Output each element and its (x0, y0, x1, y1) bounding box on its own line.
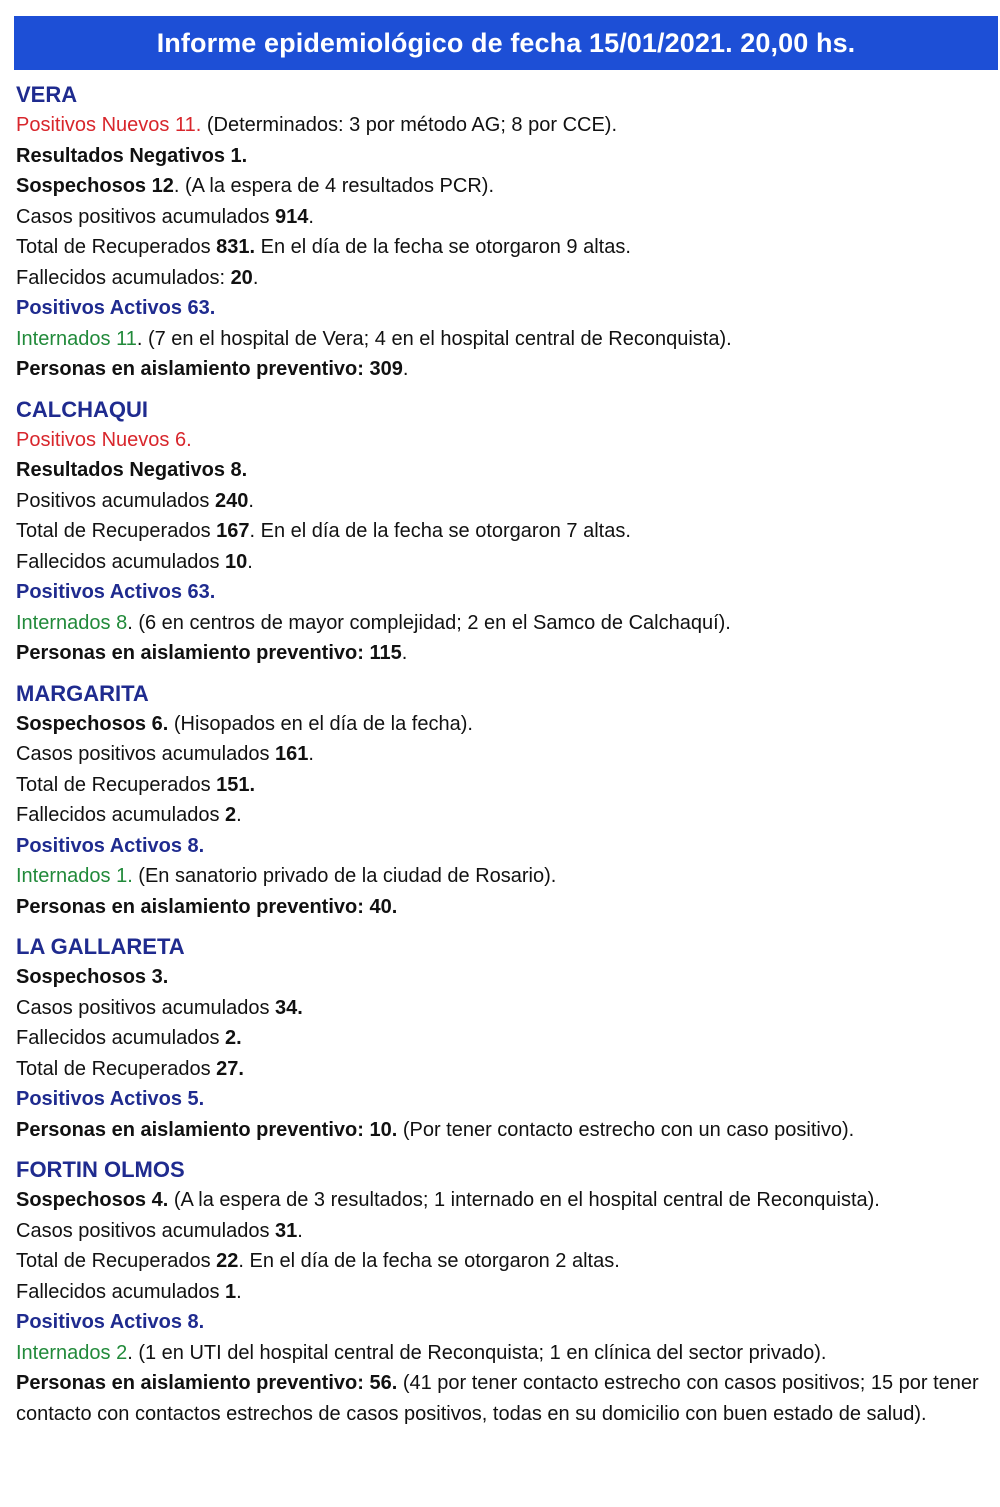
section-heading: VERA (16, 82, 78, 107)
activos-line (16, 831, 992, 862)
fallecidos-label: Fallecidos acumulados (16, 1027, 225, 1049)
aislamiento-label: Personas en aislamiento preventivo: 10. (16, 1118, 398, 1141)
internados-line (16, 861, 992, 892)
activos-label: Positivos Activos 63. (16, 297, 216, 319)
fallecidos-value: 10 (225, 550, 248, 573)
positivos-nuevos-label: Positivos Nuevos 11. (16, 114, 202, 136)
internados-line (16, 608, 992, 639)
sospechosos-detail: . (A la espera de 4 resultados PCR). (173, 175, 494, 197)
recuperados-line (16, 1246, 992, 1277)
section-margarita (16, 679, 992, 923)
negativos-line (16, 455, 992, 486)
report-title-banner (14, 16, 998, 70)
internados-line (16, 1338, 992, 1369)
aislamiento-line (16, 354, 992, 385)
sospechosos-line (16, 962, 992, 993)
internados-detail: (En sanatorio privado de la ciudad de Rosario). (132, 865, 557, 887)
sospechosos-label: Sospechosos 3. (16, 966, 169, 988)
internados-label: Internados 11 (16, 327, 137, 350)
recuperados-label: Total de Recuperados (16, 773, 217, 796)
fallecidos-tail: . (236, 804, 242, 826)
recuperados-value: 22 (216, 1250, 239, 1272)
recuperados-value: 27. (216, 1057, 244, 1080)
fallecidos-line (16, 263, 992, 294)
internados-line (16, 324, 992, 355)
recuperados-line (16, 516, 992, 547)
recuperados-value: 167 (216, 520, 250, 542)
acumulados-line (16, 486, 992, 517)
fallecidos-value: 2 (225, 804, 237, 826)
acumulados-tail: . (297, 1219, 303, 1242)
acumulados-value: 161 (275, 743, 309, 765)
fallecidos-tail: . (252, 266, 259, 289)
acumulados-label: Casos positivos acumulados (16, 1219, 276, 1242)
activos-line (16, 293, 992, 324)
internados-detail: . (1 en UTI del hospital central de Reconquista; 1 en clínica del sector privado). (127, 1341, 827, 1364)
acumulados-value: 31 (275, 1219, 298, 1242)
recuperados-label: Total de Recuperados (16, 236, 217, 258)
section-fortin-olmos (16, 1155, 992, 1429)
fallecidos-value: 20 (230, 266, 253, 289)
section-heading: LA GALLARETA (16, 934, 185, 959)
aislamiento-line (16, 1368, 992, 1429)
internados-detail: . (7 en el hospital de Vera; 4 en el hospital central de Reconquista). (136, 327, 732, 350)
activos-label: Positivos Activos 5. (16, 1088, 205, 1110)
fallecidos-tail: . (247, 550, 253, 573)
section-heading: CALCHAQUI (16, 396, 148, 422)
negativos-line (16, 141, 992, 172)
recuperados-value: 151. (216, 773, 256, 796)
activos-label: Positivos Activos 8. (16, 834, 205, 857)
acumulados-line (16, 993, 992, 1024)
sospechosos-line (16, 709, 992, 740)
report-title: Informe epidemiológico de fecha 15/01/2021. 20,00 hs. (156, 27, 856, 58)
fallecidos-tail: . (236, 1280, 242, 1303)
activos-label: Positivos Activos 63. (16, 581, 216, 603)
recuperados-detail: En el día de la fecha se otorgaron 9 altas. (255, 236, 631, 258)
internados-label: Internados 2 (16, 1341, 128, 1364)
fallecidos-label: Fallecidos acumulados (16, 550, 225, 573)
fallecidos-label: Fallecidos acumulados (16, 1280, 225, 1303)
acumulados-value: 914 (275, 205, 309, 228)
aislamiento-line (16, 638, 992, 669)
sospechosos-line (16, 171, 992, 202)
aislamiento-tail: . (402, 358, 409, 380)
aislamiento-label: Personas en aislamiento preventivo: 309 (16, 358, 403, 380)
acumulados-tail: . (308, 205, 314, 228)
internados-detail: . (6 en centros de mayor complejidad; 2 en el Samco de Calchaquí). (127, 611, 731, 634)
recuperados-line (16, 232, 992, 263)
recuperados-line (16, 1054, 992, 1085)
positivos-nuevos-label: Positivos Nuevos 6. (16, 428, 192, 451)
acumulados-line (16, 202, 992, 233)
positivos-nuevos-detail: (Determinados: 3 por método AG; 8 por CCE). (201, 114, 618, 136)
activos-line (16, 1307, 992, 1338)
fallecidos-line (16, 547, 992, 578)
fallecidos-value: 2. (225, 1027, 242, 1049)
positivos-nuevos-line (16, 425, 992, 456)
acumulados-value: 240 (214, 489, 249, 512)
aislamiento-detail: (Por tener contacto estrecho con un caso positivo). (397, 1118, 855, 1141)
section-heading: FORTIN OLMOS (16, 1157, 185, 1182)
section-heading: MARGARITA (16, 680, 149, 706)
acumulados-line (16, 739, 992, 770)
fallecidos-line (16, 1023, 992, 1054)
aislamiento-line (16, 1115, 992, 1146)
fallecidos-line (16, 800, 992, 831)
sospechosos-detail: (Hisopados en el día de la fecha). (168, 712, 473, 735)
acumulados-label: Casos positivos acumulados (16, 743, 276, 765)
negativos-label: Resultados Negativos 8. (16, 459, 248, 481)
aislamiento-label: Personas en aislamiento preventivo: 115 (16, 642, 402, 664)
activos-line (16, 577, 992, 608)
fallecidos-label: Fallecidos acumulados: (16, 266, 231, 289)
activos-label: Positivos Activos 8. (16, 1311, 205, 1333)
acumulados-label: Casos positivos acumulados (16, 205, 276, 228)
acumulados-label: Casos positivos acumulados (16, 996, 276, 1019)
sospechosos-label: Sospechosos 6. (16, 712, 169, 735)
aislamiento-detail: (41 por tener contacto estrecho con casos positivos; 15 por tener contacto con contactos estrechos de casos positivos, todas en su domicilio con buen estado de salud). (16, 1372, 979, 1425)
section-vera (16, 80, 992, 385)
report-body (16, 80, 992, 1429)
negativos-label: Resultados Negativos 1. (16, 144, 248, 167)
recuperados-line (16, 770, 992, 801)
fallecidos-label: Fallecidos acumulados (16, 804, 225, 826)
aislamiento-tail: . (401, 642, 408, 664)
recuperados-value: 831. (216, 236, 256, 258)
fallecidos-line (16, 1277, 992, 1308)
sospechosos-detail: (A la espera de 3 resultados; 1 internado en el hospital central de Reconquista). (168, 1189, 880, 1211)
acumulados-label: Positivos acumulados (16, 489, 215, 512)
sospechosos-line (16, 1185, 992, 1216)
positivos-nuevos-line (16, 110, 992, 141)
acumulados-tail: . (308, 743, 314, 765)
fallecidos-value: 1 (225, 1280, 237, 1303)
sospechosos-label: Sospechosos 12 (16, 175, 174, 197)
acumulados-line (16, 1216, 992, 1247)
aislamiento-label: Personas en aislamiento preventivo: 40. (16, 895, 398, 918)
recuperados-label: Total de Recuperados (16, 1057, 217, 1080)
internados-label: Internados 8 (16, 611, 128, 634)
acumulados-value: 34. (275, 996, 303, 1019)
recuperados-label: Total de Recuperados (16, 520, 217, 542)
activos-line (16, 1084, 992, 1115)
recuperados-detail: . En el día de la fecha se otorgaron 2 altas. (238, 1250, 620, 1272)
internados-label: Internados 1. (16, 865, 133, 887)
section-calchaqui (16, 395, 992, 669)
sospechosos-label: Sospechosos 4. (16, 1189, 169, 1211)
aislamiento-line (16, 892, 992, 923)
recuperados-label: Total de Recuperados (16, 1250, 217, 1272)
acumulados-tail: . (248, 489, 254, 512)
recuperados-detail: . En el día de la fecha se otorgaron 7 altas. (249, 520, 631, 542)
aislamiento-label: Personas en aislamiento preventivo: 56. (16, 1372, 398, 1394)
section-la-gallareta (16, 932, 992, 1145)
